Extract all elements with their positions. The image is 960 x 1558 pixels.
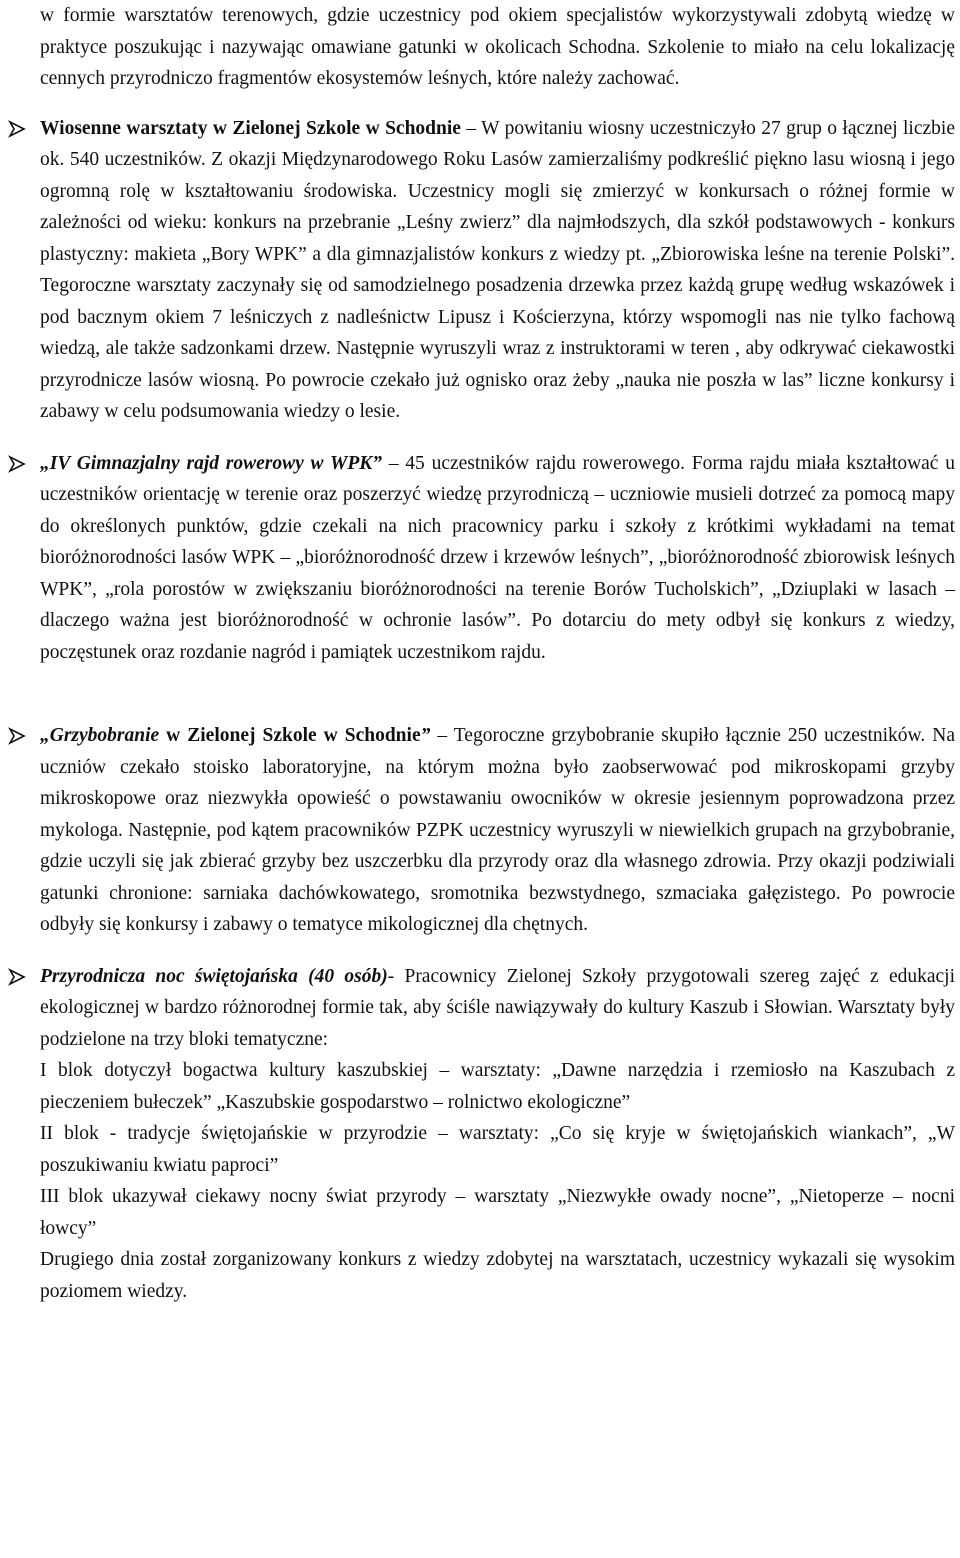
block-paragraph-3: III blok ukazywał ciekawy nocny świat przyrody – warsztaty „Niezwykłe owady nocne”, „Nietoperze – nocni łowcy”: [40, 1186, 955, 1239]
arrowhead-bullet-icon: [8, 968, 26, 986]
item-body: – W powitaniu wiosny uczestniczyło 27 grup o łącznej liczbie ok. 540 uczestników. Z okazji Międzynarodowego Roku Lasów zamierzaliśmy podkreślić piękno lasu wiosną i jego ogromną rolę w kształtowaniu środowiska. Uczestnicy mogli się zmierzyć w konkursach o różnej formie w zależności od wieku: konkurs na przebranie „Leśny zwierz” dla najmłodszych, dla szkół podstawowych - konkurs plastyczny: makieta „Bory WPK” a dla gimnazjalistów konkurs z wiedzy pt. „Zbiorowiska leśne na terenie Polski”. Tegoroczne warsztaty zaczynały się od samodzielnego posadzenia drzewka przez każdą grupę według wskazówek i pod bacznym okiem 7 leśniczych z nadleśnictw Lipusz i Kościerzyna, którzy wspomogli nas nie tylko fachową wiedzą, ale także sadzonkami drzew. Następnie wyruszyli wraz z instruktorami w teren , aby odkrywać ciekawostki przyrodnicze lasów wiosną. Po powrocie czekało już ognisko oraz żeby „nauka nie poszła w las” liczne konkursy i zabawy w celu podsumowania wiedzy o lesie.: [40, 117, 955, 422]
list-item-bike-rally: [40, 448, 960, 669]
list-item-mushroom-picking: [40, 720, 960, 941]
block-paragraph-1: I blok dotyczył bogactwa kultury kaszubskiej – warsztaty: „Dawne narzędzia i rzemiosło na Kaszubach z pieczeniem bułeczek” „Kaszubskie gospodarstwo – rolnictwo ekologiczne”: [40, 1060, 955, 1113]
item-title: Przyrodnicza noc świętojańska (40 osób): [40, 965, 388, 987]
list-item-midsummer-night: [40, 961, 960, 1056]
arrowhead-bullet-icon: [8, 727, 26, 745]
item-title-rest: w Zielonej Szkole w Schodnie: [159, 725, 421, 746]
closing-paragraph: Drugiego dnia został zorganizowany konkurs z wiedzy zdobytej na warsztatach, uczestnicy wykazali się wysokim poziomem wiedzy.: [40, 1249, 955, 1302]
intro-paragraph: w formie warsztatów terenowych, gdzie uczestnicy pod okiem specjalistów wykorzystywali zdobytą wiedzę w praktyce poszukując i nazywając omawiane gatunki w okolicach Schodna. Szkolenie to miało na celu lokalizację cennych przyrodniczo fragmentów ekosystemów leśnych, które należy zachować.: [40, 5, 955, 89]
item-body: - Pracownicy Zielonej Szkoły przygotowali szereg zajęć z edukacji ekologicznej w bardzo różnorodnej formie tak, aby ściśle nawiązywały do kultury Kaszub i Słowian. Warsztaty były podzielone na trzy bloki tematyczne:: [40, 965, 955, 1050]
arrowhead-bullet-icon: [8, 455, 26, 473]
item-title-close: ”: [420, 725, 431, 746]
item-title-italic: „Grzybobranie: [40, 725, 160, 746]
item-body: – Tegoroczne grzybobranie skupiło łącznie 250 uczestników. Na uczniów czekało stoisko laboratoryjne, na którym można było zaobserwować pod mikroskopami grzyby mikroskopowe oraz niezwykła opowieść o powstawaniu owocników w okresie jesiennym poprowadzona przez mykologa. Następnie, pod kątem pracowników PZPK uczestnicy wyruszyli w niewielkich grupach na grzybobranie, gdzie uczyli się jak zbierać grzyby bez uszczerbku dla przyrody oraz dla własnego zdrowia. Przy okazji podziwiali gatunki chronione: sarniaka dachówkowatego, sromotnika bezwstydnego, szmaciaka gałęzistego. Po powrocie odbyły się konkursy i zabawy o tematyce mikologicznej dla chętnych.: [40, 725, 955, 935]
arrowhead-bullet-icon: [8, 120, 26, 138]
item-title: Wiosenne warsztaty w Zielonej Szkole w Schodnie: [40, 117, 461, 139]
list-item-spring-workshops: [40, 113, 960, 428]
item-title: „IV Gimnazjalny rajd rowerowy w WPK”: [40, 452, 382, 474]
block-paragraph-2: II blok - tradycje świętojańskie w przyrodzie – warsztaty: „Co się kryje w świętojańskich wiankach”, „W poszukiwaniu kwiatu paproci”: [40, 1123, 955, 1176]
item-body: – 45 uczestników rajdu rowerowego. Forma rajdu miała kształtować u uczestników orientację w terenie oraz poszerzyć wiedzę przyrodniczą – uczniowie musieli dotrzeć za pomocą mapy do określonych punktów, gdzie czekali na nich pracownicy parku i szkoły z krótkimi wykładami na temat bioróżnorodności lasów WPK – „bioróżnorodność drzew i krzewów leśnych”, „bioróżnorodność zbiorowisk leśnych WPK”, „rola porostów w zwiększaniu bioróżnorodności na terenie Borów Tucholskich”, „Dziuplaki w lasach – dlaczego ważna jest bioróżnorodność w ochronie lasów”. Po dotarciu do mety odbył się konkurs z wiedzy, poczęstunek oraz rozdanie nagród i pamiątek uczestnikom rajdu.: [40, 452, 955, 663]
